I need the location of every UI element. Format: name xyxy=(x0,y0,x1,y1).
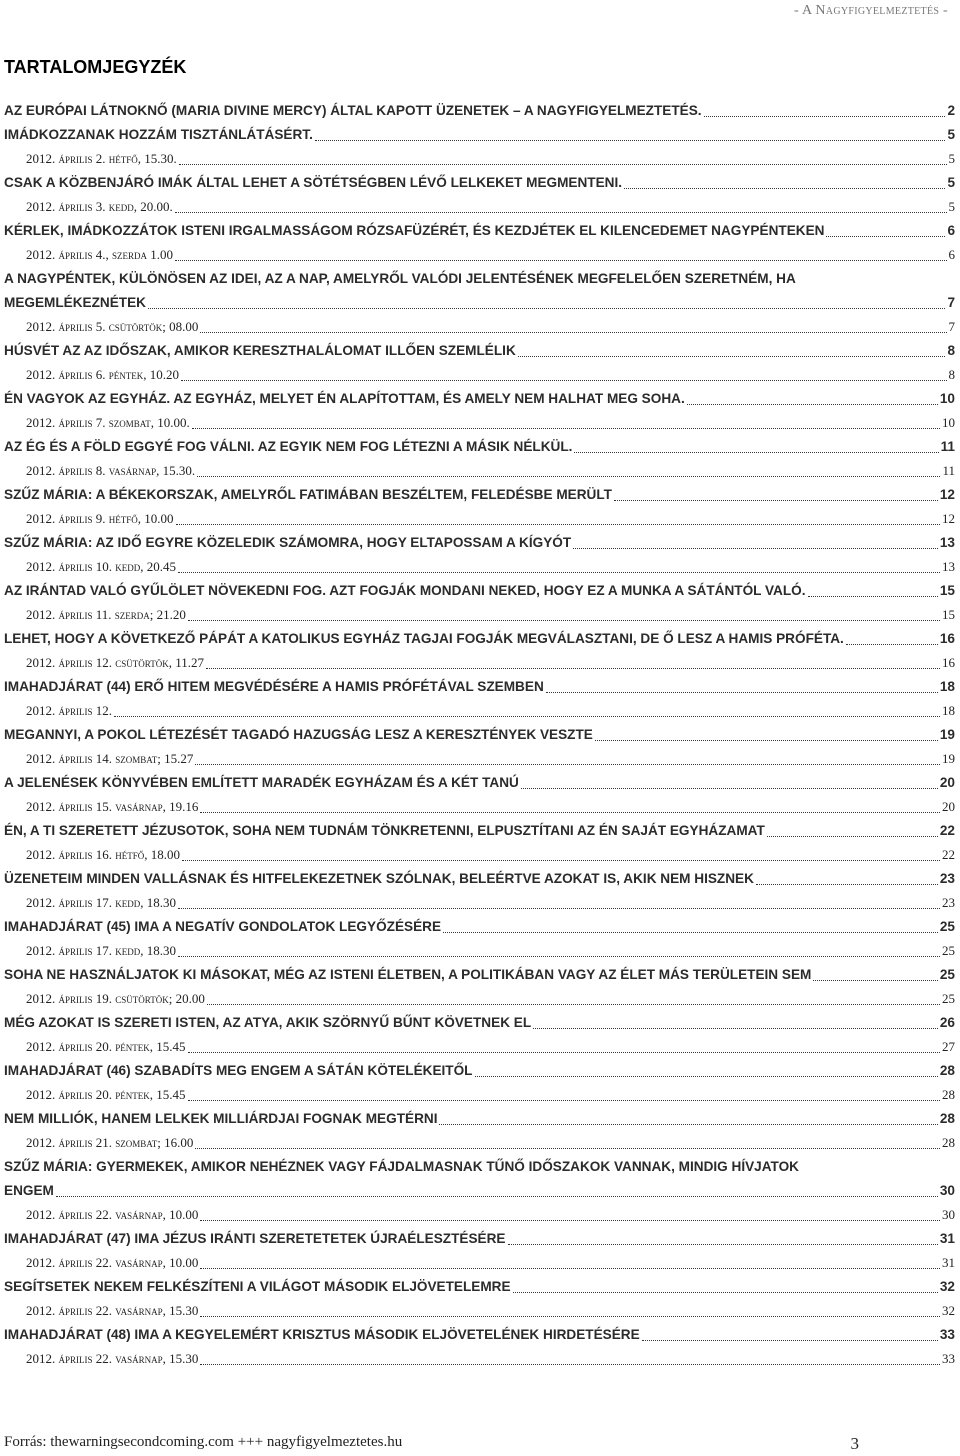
toc-page-number: 8 xyxy=(947,343,955,358)
toc-subentry-date: 2012. április 12. csütörtök, 11.27 xyxy=(26,655,204,670)
toc-page-number: 30 xyxy=(939,1183,955,1198)
dot-leader xyxy=(521,788,938,789)
dot-leader xyxy=(192,428,940,429)
toc-entry-title: SEGÍTSETEK NEKEM FELKÉSZÍTENI A VILÁGOT MÁSODIK ELJÖVETELEMRE xyxy=(4,1279,511,1294)
toc-subentry-date: 2012. április 3. kedd, 20.00. xyxy=(26,199,173,214)
toc-entry-title-continued: ENGEM xyxy=(4,1183,54,1198)
toc-entry[interactable] xyxy=(4,1227,955,1251)
dot-leader xyxy=(767,836,938,837)
toc-subentry[interactable] xyxy=(4,843,955,867)
toc-page-number: 13 xyxy=(942,559,955,574)
table-of-contents xyxy=(4,99,955,1371)
toc-subentry[interactable] xyxy=(4,651,955,675)
dot-leader xyxy=(573,548,938,549)
toc-entry[interactable] xyxy=(4,1275,955,1299)
toc-subentry-date: 2012. április 17. kedd, 18.30 xyxy=(26,895,177,910)
dot-leader xyxy=(439,1124,937,1125)
dot-leader xyxy=(846,644,938,645)
toc-subentry[interactable] xyxy=(4,987,955,1011)
toc-subentry-date: 2012. április 10. kedd, 20.45 xyxy=(26,559,177,574)
running-header xyxy=(794,3,948,19)
dot-leader xyxy=(200,812,940,813)
toc-page-number: 28 xyxy=(942,1087,955,1102)
footer-source: Forrás: thewarningsecondcoming.com +++ nagyfigyelmeztetes.hu xyxy=(4,1434,403,1450)
toc-subentry-date: 2012. április 22. vasárnap, 10.00 xyxy=(26,1255,199,1270)
toc-subentry-date: 2012. április 14. szombat; 15.27 xyxy=(26,751,194,766)
toc-entry[interactable] xyxy=(4,387,955,411)
dot-leader xyxy=(546,692,938,693)
toc-entry[interactable] xyxy=(4,819,955,843)
toc-page-number: 13 xyxy=(939,535,955,550)
dot-leader xyxy=(595,740,938,741)
toc-subentry-date: 2012. április 11. szerda; 21.20 xyxy=(26,607,186,622)
toc-entry-title: IMAHADJÁRAT (44) ERŐ HITEM MEGVÉDÉSÉRE A HAMIS PRÓFÉTÁVAL SZEMBEN xyxy=(4,679,544,694)
page-title: TARTALOMJEGYZÉK xyxy=(4,57,187,77)
toc-entry-title: IMAHADJÁRAT (46) SZABADÍTS MEG ENGEM A SÁTÁN KÖTELÉKEITŐL xyxy=(4,1063,473,1078)
toc-subentry-date: 2012. április 16. hétfő, 18.00 xyxy=(26,847,181,862)
toc-subentry[interactable] xyxy=(4,1251,955,1275)
toc-entry[interactable] xyxy=(4,339,955,363)
toc-subentry[interactable] xyxy=(4,1083,955,1107)
toc-entry[interactable] xyxy=(4,99,955,123)
toc-page-number: 18 xyxy=(942,703,955,718)
toc-page-number: 8 xyxy=(948,367,955,382)
toc-entry-title: IMÁDKOZZANAK HOZZÁM TISZTÁNLÁTÁSÉRT. xyxy=(4,127,313,142)
toc-page-number: 19 xyxy=(939,727,955,742)
toc-page-number: 15 xyxy=(942,607,955,622)
dot-leader xyxy=(315,140,946,141)
toc-subentry[interactable] xyxy=(4,1347,955,1371)
toc-entry-title: MÉG AZOKAT IS SZERETI ISTEN, AZ ATYA, AKIK SZÖRNYŰ BŰNT KÖVETNEK EL xyxy=(4,1015,532,1030)
toc-page-number: 28 xyxy=(939,1111,955,1126)
dot-leader xyxy=(813,980,938,981)
dot-leader xyxy=(826,236,945,237)
toc-subentry[interactable] xyxy=(4,243,955,267)
toc-subentry[interactable] xyxy=(4,1035,955,1059)
toc-subentry-date: 2012. április 5. csütörtök; 08.00 xyxy=(26,319,199,334)
toc-page-number: 2 xyxy=(947,103,955,118)
toc-page-number: 16 xyxy=(942,655,955,670)
toc-entry[interactable] xyxy=(4,915,955,939)
dot-leader xyxy=(508,1244,938,1245)
dot-leader xyxy=(614,500,938,501)
toc-entry[interactable] xyxy=(4,627,955,651)
dot-leader xyxy=(195,1148,940,1149)
toc-subentry[interactable] xyxy=(4,363,955,387)
toc-entry[interactable] xyxy=(4,1107,955,1131)
toc-entry-title: IMAHADJÁRAT (48) IMA A KEGYELEMÉRT KRISZTUS MÁSODIK ELJÖVETELÉNEK HIRDETÉSÉRE xyxy=(4,1327,640,1342)
toc-entry-title: A JELENÉSEK KÖNYVÉBEN EMLÍTETT MARADÉK EGYHÁZAM ÉS A KÉT TANÚ xyxy=(4,775,519,790)
toc-subentry[interactable] xyxy=(4,195,955,219)
toc-subentry[interactable] xyxy=(4,1299,955,1323)
toc-page-number: 6 xyxy=(948,247,955,262)
toc-page-number: 28 xyxy=(939,1063,955,1078)
toc-page-number: 25 xyxy=(939,919,955,934)
dot-leader xyxy=(756,884,938,885)
toc-subentry-date: 2012. április 8. vasárnap, 15.30. xyxy=(26,463,196,478)
toc-entry[interactable] xyxy=(4,219,955,243)
toc-page-number: 19 xyxy=(942,751,955,766)
toc-page-number: 31 xyxy=(942,1255,955,1270)
toc-page-number: 32 xyxy=(942,1303,955,1318)
dot-leader xyxy=(188,1100,940,1101)
toc-subentry[interactable] xyxy=(4,411,955,435)
toc-page-number: 33 xyxy=(942,1351,955,1366)
toc-entry-title: ÜZENETEIM MINDEN VALLÁSNAK ÉS HITFELEKEZETNEK SZÓLNAK, BELEÉRTVE AZOKAT IS, AKIK NEM HISZNEK xyxy=(4,871,754,886)
dot-leader xyxy=(533,1028,938,1029)
toc-page-number: 22 xyxy=(939,823,955,838)
toc-subentry-date: 2012. április 22. vasárnap, 15.30 xyxy=(26,1351,199,1366)
toc-page-number: 20 xyxy=(942,799,955,814)
dot-leader xyxy=(178,908,940,909)
toc-entry[interactable] xyxy=(4,579,955,603)
toc-entry-title: MEGANNYI, A POKOL LÉTEZÉSÉT TAGADÓ HAZUGSÁG LESZ A KERESZTÉNYEK VESZTE xyxy=(4,727,593,742)
toc-page-number: 32 xyxy=(939,1279,955,1294)
toc-entry[interactable] xyxy=(4,1011,955,1035)
toc-subentry[interactable] xyxy=(4,747,955,771)
toc-subentry[interactable] xyxy=(4,1203,955,1227)
toc-page-number: 25 xyxy=(942,991,955,1006)
toc-subentry[interactable] xyxy=(4,1131,955,1155)
toc-entry-title-continued: MEGEMLÉKEZNÉTEK xyxy=(4,295,146,310)
toc-entry-title: A NAGYPÉNTEK, KÜLÖNÖSEN AZ IDEI, AZ A NAP, AMELYRŐL VALÓDI JELENTÉSÉNEK MEGFELELŐEN SZERETNÉM, HA xyxy=(4,271,796,286)
toc-subentry[interactable] xyxy=(4,555,955,579)
toc-subentry[interactable] xyxy=(4,315,955,339)
toc-page-number: 20 xyxy=(939,775,955,790)
dot-leader xyxy=(182,860,940,861)
header-suffix: - xyxy=(939,3,948,18)
dot-leader xyxy=(178,572,940,573)
toc-entry[interactable] xyxy=(4,867,955,891)
dot-leader xyxy=(475,1076,938,1077)
toc-page-number: 11 xyxy=(942,463,955,478)
dot-leader xyxy=(148,308,945,309)
dot-leader xyxy=(188,1052,940,1053)
toc-subentry-date: 2012. április 20. péntek, 15.45 xyxy=(26,1087,186,1102)
toc-entry[interactable] xyxy=(4,171,955,195)
toc-page-number: 12 xyxy=(939,487,955,502)
toc-subentry-date: 2012. április 17. kedd, 18.30 xyxy=(26,943,177,958)
toc-entry[interactable] xyxy=(4,1059,955,1083)
dot-leader xyxy=(518,356,946,357)
dot-leader xyxy=(200,1220,940,1221)
toc-entry[interactable] xyxy=(4,483,955,507)
toc-page-number: 7 xyxy=(947,295,955,310)
dot-leader xyxy=(624,188,945,189)
toc-entry-title: NEM MILLIÓK, HANEM LELKEK MILLIÁRDJAI FOGNAK MEGTÉRNI xyxy=(4,1111,438,1126)
toc-page-number: 23 xyxy=(942,895,955,910)
toc-page-number: 30 xyxy=(942,1207,955,1222)
toc-subentry-date: 2012. április 12. xyxy=(26,703,113,718)
dot-leader xyxy=(178,956,940,957)
dot-leader xyxy=(195,764,940,765)
toc-subentry-date: 2012. április 21. szombat; 16.00 xyxy=(26,1135,194,1150)
toc-entry-title: AZ EURÓPAI LÁTNOKNŐ (MARIA DIVINE MERCY) ÁLTAL KAPOTT ÜZENETEK – A NAGYFIGYELMEZTETÉS. xyxy=(4,103,702,118)
toc-subentry-date: 2012. április 19. csütörtök; 20.00 xyxy=(26,991,205,1006)
dot-leader xyxy=(574,452,938,453)
toc-entry[interactable] xyxy=(4,675,955,699)
toc-entry[interactable] xyxy=(4,267,955,315)
toc-page-number: 31 xyxy=(939,1231,955,1246)
toc-entry-title: SZŰZ MÁRIA: AZ IDŐ EGYRE KÖZELEDIK SZÁMOMRA, HOGY ELTAPOSSAM A KÍGYÓT xyxy=(4,535,572,550)
toc-page-number: 5 xyxy=(947,175,955,190)
dot-leader xyxy=(56,1196,938,1197)
toc-entry-title: AZ IRÁNTAD VALÓ GYŰLÖLET NÖVEKEDNI FOG. AZT FOGJÁK MONDANI NEKED, HOGY EZ A MUNKA A SÁTÁNTÓL VALÓ. xyxy=(4,583,806,598)
toc-entry-title: SZŰZ MÁRIA: A BÉKEKORSZAK, AMELYRŐL FATIMÁBAN BESZÉLTEM, FELEDÉSBE MERÜLT xyxy=(4,487,612,502)
toc-subentry-date: 2012. április 7. szombat, 10.00. xyxy=(26,415,190,430)
page-number: 3 xyxy=(850,1434,859,1453)
toc-page-number: 10 xyxy=(942,415,955,430)
toc-page-number: 16 xyxy=(939,631,955,646)
toc-entry[interactable] xyxy=(4,1155,955,1203)
dot-leader xyxy=(179,164,947,165)
page-footer xyxy=(4,1434,955,1454)
toc-entry[interactable] xyxy=(4,1323,955,1347)
toc-page-number: 15 xyxy=(939,583,955,598)
dot-leader xyxy=(175,212,947,213)
toc-subentry[interactable] xyxy=(4,891,955,915)
toc-subentry-date: 2012. április 2. hétfő, 15.30. xyxy=(26,151,177,166)
toc-entry-title: SOHA NE HASZNÁLJATOK KI MÁSOKAT, MÉG AZ ISTENI ÉLETBEN, A POLITIKÁBAN VAGY AZ ÉLET MÁS TERÜLETEIN SEM xyxy=(4,967,812,982)
toc-page-number: 12 xyxy=(942,511,955,526)
dot-leader xyxy=(200,1364,940,1365)
toc-entry[interactable] xyxy=(4,771,955,795)
toc-subentry-date: 2012. április 22. vasárnap, 10.00 xyxy=(26,1207,199,1222)
toc-entry[interactable] xyxy=(4,435,955,459)
dot-leader xyxy=(513,1292,938,1293)
dot-leader xyxy=(114,716,940,717)
toc-subentry-date: 2012. április 6. péntek, 10.20 xyxy=(26,367,180,382)
toc-entry[interactable] xyxy=(4,723,955,747)
toc-subentry[interactable] xyxy=(4,147,955,171)
toc-entry[interactable] xyxy=(4,963,955,987)
toc-page-number: 5 xyxy=(948,199,955,214)
dot-leader xyxy=(642,1340,938,1341)
dot-leader xyxy=(181,380,946,381)
toc-subentry[interactable] xyxy=(4,939,955,963)
toc-subentry-date: 2012. április 9. hétfő, 10.00 xyxy=(26,511,174,526)
toc-page-number: 27 xyxy=(942,1039,955,1054)
toc-entry-title: CSAK A KÖZBENJÁRÓ IMÁK ÁLTAL LEHET A SÖTÉTSÉGBEN LÉVŐ LELKEKET MEGMENTENI. xyxy=(4,175,623,190)
dot-leader xyxy=(176,524,940,525)
dot-leader xyxy=(175,260,946,261)
toc-entry[interactable] xyxy=(4,531,955,555)
dot-leader xyxy=(207,1004,940,1005)
toc-subentry[interactable] xyxy=(4,507,955,531)
toc-entry-title: ÉN VAGYOK AZ EGYHÁZ. AZ EGYHÁZ, MELYET ÉN ALAPÍTOTTAM, ÉS AMELY NEM HALHAT MEG SOHA. xyxy=(4,391,685,406)
toc-subentry-date: 2012. április 15. vasárnap, 19.16 xyxy=(26,799,199,814)
toc-subentry[interactable] xyxy=(4,459,955,483)
toc-page-number: 25 xyxy=(939,967,955,982)
dot-leader xyxy=(704,116,946,117)
toc-page-number: 5 xyxy=(948,151,955,166)
toc-subentry[interactable] xyxy=(4,603,955,627)
dot-leader xyxy=(197,476,940,477)
toc-entry-title: LEHET, HOGY A KÖVETKEZŐ PÁPÁT A KATOLIKUS EGYHÁZ TAGJAI FOGJÁK MEGVÁLASZTANI, DE Ő LESZ A HAMIS PRÓFÉTA. xyxy=(4,631,844,646)
dot-leader xyxy=(206,668,940,669)
dot-leader xyxy=(443,932,938,933)
toc-page-number: 26 xyxy=(939,1015,955,1030)
toc-entry-title: AZ ÉG ÉS A FÖLD EGGYÉ FOG VÁLNI. AZ EGYIK NEM FOG LÉTEZNI A MÁSIK NÉLKÜL. xyxy=(4,439,573,454)
dot-leader xyxy=(687,404,938,405)
toc-page-number: 7 xyxy=(948,319,955,334)
toc-page-number: 23 xyxy=(939,871,955,886)
toc-page-number: 28 xyxy=(942,1135,955,1150)
dot-leader xyxy=(200,1268,940,1269)
toc-entry-title: IMAHADJÁRAT (47) IMA JÉZUS IRÁNTI SZERETETETEK ÚJRAÉLESZTÉSÉRE xyxy=(4,1231,506,1246)
toc-page-number: 6 xyxy=(947,223,955,238)
toc-subentry[interactable] xyxy=(4,699,955,723)
toc-page-number: 18 xyxy=(939,679,955,694)
toc-entry-title: ÉN, A TI SZERETETT JÉZUSOTOK, SOHA NEM TUDNÁM TÖNKRETENNI, ELPUSZTÍTANI AZ ÉN SAJÁT EGYHÁZAMAT xyxy=(4,823,765,838)
toc-entry-title: HÚSVÉT AZ AZ IDŐSZAK, AMIKOR KERESZTHALÁLOMAT ILLŐEN SZEMLÉLIK xyxy=(4,343,516,358)
dot-leader xyxy=(808,596,938,597)
dot-leader xyxy=(188,620,940,621)
toc-entry[interactable] xyxy=(4,123,955,147)
toc-entry-title: IMAHADJÁRAT (45) IMA A NEGATÍV GONDOLATOK LEGYŐZÉSÉRE xyxy=(4,919,442,934)
toc-subentry-date: 2012. április 22. vasárnap, 15.30 xyxy=(26,1303,199,1318)
dot-leader xyxy=(200,1316,940,1317)
toc-page-number: 33 xyxy=(939,1327,955,1342)
toc-subentry-date: 2012. április 4., szerda 1.00 xyxy=(26,247,174,262)
dot-leader xyxy=(200,332,946,333)
toc-page-number: 10 xyxy=(939,391,955,406)
header-prefix: - A xyxy=(793,3,816,18)
toc-entry-title: SZŰZ MÁRIA: GYERMEKEK, AMIKOR NEHÉZNEK VAGY FÁJDALMASNAK TŰNŐ IDŐSZAKOK VANNAK, MINDIG HÍVJATOK xyxy=(4,1159,800,1174)
toc-subentry-date: 2012. április 20. péntek, 15.45 xyxy=(26,1039,186,1054)
toc-entry-title: KÉRLEK, IMÁDKOZZÁTOK ISTENI IRGALMASSÁGOM RÓZSAFÜZÉRÉT, ÉS KEZDJÉTEK EL KILENCEDEMET NAGYPÉNTEKEN xyxy=(4,223,825,238)
toc-page-number: 11 xyxy=(940,439,955,454)
header-title: Nagyfigyelmeztetés xyxy=(815,3,940,18)
toc-subentry[interactable] xyxy=(4,795,955,819)
toc-page-number: 22 xyxy=(942,847,955,862)
toc-page-number: 5 xyxy=(947,127,955,142)
toc-page-number: 25 xyxy=(942,943,955,958)
